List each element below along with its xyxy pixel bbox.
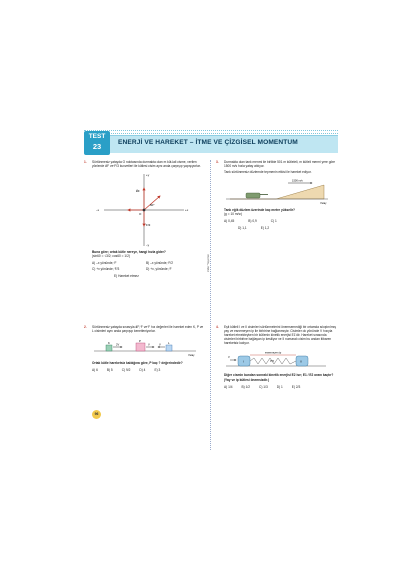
option-a[interactable]: A) –x yönünde, ⃗F bbox=[92, 261, 117, 266]
question-text: Eşit kütleli I ve II cisimleri sürtünmelerini önemsemediği bir ortamda sıkıştırılmış yay ve esnemeyen ip ile birbirine bağlanmıştır. Cisimler ok yönünde V hızıyla hareket etmekteyken bir kütlenin kinetik enerjisi E1'dir. Hareket sırasında cisimleri birbirine bağlayan ip kesiliyor ve II numaralı cisim bu andan itibaren hareketsiz kalıyor. bbox=[224, 325, 336, 346]
question-prompt: Ortak kütle hareketsiz kaldığına göre, P kaç ? değerindedir? bbox=[92, 361, 183, 366]
label-floor: Yatay bbox=[188, 354, 195, 358]
option-b[interactable]: B) 0,9 bbox=[248, 219, 257, 224]
label-angle: 60° bbox=[150, 203, 155, 208]
header-dotted-lines bbox=[84, 130, 338, 134]
option-b[interactable]: B) –x yönünde, ⃗F/2 bbox=[146, 261, 174, 266]
label-k: K bbox=[108, 341, 110, 346]
option-c[interactable]: C) +x yönünde, ⃗F/3 bbox=[92, 267, 120, 272]
label-l: L bbox=[168, 341, 170, 346]
option-d[interactable]: D) 1 bbox=[276, 384, 283, 389]
label-2f: 2⃗F bbox=[136, 189, 140, 194]
question-number: 4. bbox=[216, 325, 219, 329]
block-p bbox=[136, 343, 145, 351]
question-hint: (g = 10 m/s²) bbox=[224, 212, 243, 217]
label-o: O bbox=[139, 212, 142, 217]
label-i: I bbox=[243, 359, 244, 364]
page-number: 96 bbox=[92, 410, 101, 419]
question-3 bbox=[216, 160, 338, 232]
option-a[interactable]: A) 0,45 bbox=[224, 219, 235, 224]
option-e[interactable]: E) Hareket etmez bbox=[114, 273, 139, 278]
tank-diagram bbox=[216, 177, 338, 205]
option-c[interactable]: C) 1/3 bbox=[259, 384, 268, 389]
vector-diagram bbox=[84, 170, 206, 248]
answer-options bbox=[224, 219, 338, 229]
publisher-side-note: Zafer Yayınları bbox=[206, 253, 210, 272]
label-p: P bbox=[139, 339, 141, 344]
question-text: Sürtünmesiz yatayda O noktasında durmakta olan m küt-lali cisme, verilen yönlerde 2⃗F ve ⃗F/3 kuvvetleri ile kütlesi cisim aynı anda çarpışıp yapışıyorlar. bbox=[92, 160, 201, 169]
question-number: 3. bbox=[216, 160, 219, 164]
label-rope: esnemeyen ip bbox=[265, 351, 282, 355]
test-word: TEST bbox=[88, 133, 106, 140]
question-number: 1. bbox=[84, 160, 87, 164]
question-number: 2. bbox=[84, 325, 87, 329]
label-minus-x: –x bbox=[96, 208, 100, 213]
question-2 bbox=[84, 325, 206, 374]
answer-options bbox=[92, 261, 206, 277]
collision-diagram bbox=[84, 336, 206, 358]
test-number: 23 bbox=[92, 141, 102, 151]
answer-options bbox=[224, 385, 338, 389]
inclined-plane bbox=[230, 185, 324, 199]
tank-body bbox=[246, 193, 260, 198]
option-d[interactable]: D) 4 bbox=[139, 368, 146, 373]
label-ii: II bbox=[300, 359, 302, 364]
option-e[interactable]: E) 1,2 bbox=[260, 225, 270, 230]
question-4 bbox=[216, 325, 338, 391]
spring-diagram bbox=[216, 348, 338, 370]
question-1 bbox=[84, 160, 206, 280]
option-c[interactable]: C) 9/2 bbox=[121, 368, 131, 373]
label-plus-y: +y bbox=[146, 173, 150, 178]
question-text-2: Tank sürtünmesiz düzlemde tepmenin etkisi ile hareket ediyor. bbox=[224, 170, 312, 175]
page-title: ENERJİ VE HAREKET – İTME VE ÇİZGİSEL MOMENTUM bbox=[118, 139, 298, 146]
label-floor: Yatay bbox=[320, 202, 327, 206]
option-d[interactable]: D) +x, yönünde, ⃗F bbox=[146, 267, 172, 272]
option-b[interactable]: B) 1/2 bbox=[241, 384, 251, 389]
label-plus-x: +x bbox=[185, 208, 189, 213]
label-v: V bbox=[228, 356, 230, 360]
test-badge bbox=[84, 131, 110, 155]
label-v2: V bbox=[148, 343, 150, 347]
label-speed: 1500 m/s bbox=[292, 179, 303, 183]
option-a[interactable]: A) 1/4 bbox=[224, 384, 233, 389]
body-ii bbox=[296, 356, 308, 366]
body-i bbox=[238, 356, 250, 366]
option-a[interactable]: A) 6 bbox=[92, 368, 98, 373]
option-e[interactable]: E) 3 bbox=[154, 368, 161, 373]
label-spring: yay bbox=[270, 359, 275, 363]
origin-point bbox=[143, 209, 146, 212]
label-v3: V bbox=[159, 343, 161, 347]
label-v1: 2V bbox=[116, 343, 120, 347]
option-c[interactable]: C) 1 bbox=[270, 219, 277, 224]
option-e[interactable]: E) 2/3 bbox=[291, 384, 301, 389]
label-minus-y: –y bbox=[146, 243, 150, 248]
option-d[interactable]: D) 1,1 bbox=[238, 225, 247, 230]
block-l bbox=[166, 345, 172, 351]
option-b[interactable]: B) 5 bbox=[106, 368, 113, 373]
answer-options bbox=[92, 368, 206, 372]
column-divider bbox=[210, 160, 211, 450]
question-prompt: Diğer cismin bundan sonraki kinetik enerjisi E2 ise; E1 / E2 oranı kaçtır? (Yay ve ip kütlesi önemsizdir.) bbox=[224, 373, 334, 382]
question-text: Sürtünmesiz yatayda sırasıyla 2⃗F, ⃗F ve ⃗F hız değerleri ile hareket eden K, P ve L cisimleri aynı anda çarpışıp kenetleniyorlar. bbox=[92, 325, 204, 334]
question-text: Durmakta olan tank menmi ile birlikte 501 m kütleleli, m kütleli mermi yere göre 1500 m/s hızla yatay atılıyor. bbox=[224, 160, 336, 169]
label-f3: ⃗F/3 bbox=[146, 223, 151, 228]
question-prompt: Buna göre; ortak kütle nereye, hangi hızla gider? bbox=[92, 250, 166, 255]
block-k bbox=[106, 345, 112, 351]
question-prompt: Tank eğik düzlem üzerinde kaç metre yükselir? bbox=[224, 208, 295, 213]
question-hint: (sin60 = √3/2; cos60 = 1/2) bbox=[92, 254, 130, 259]
